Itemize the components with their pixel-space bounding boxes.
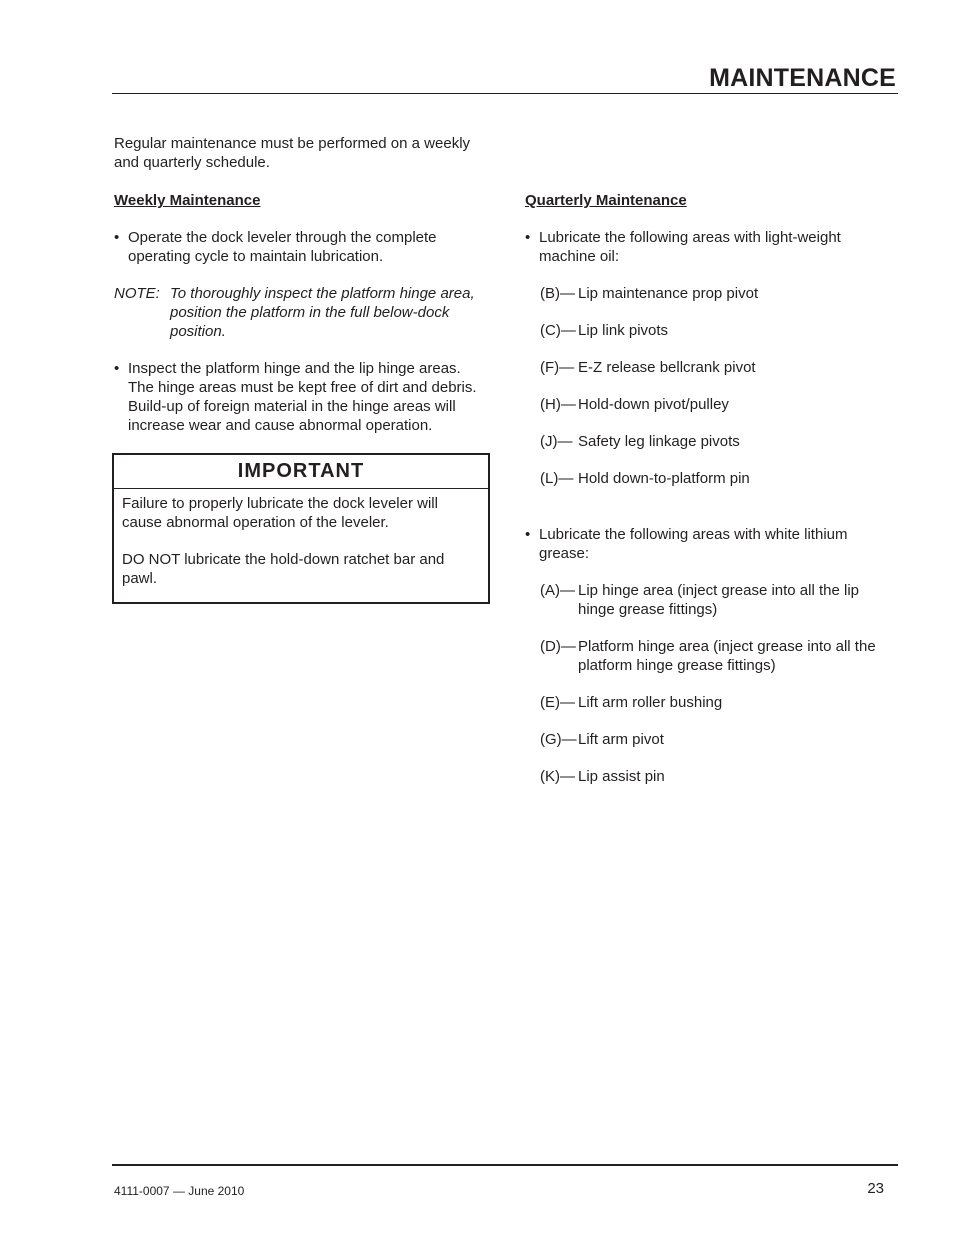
important-paragraph-2: DO NOT lubricate the hold-down ratchet bar and pawl. (122, 551, 445, 587)
list-item (525, 730, 897, 749)
item-code: (H)— (540, 396, 576, 413)
list-item (525, 767, 897, 786)
quarterly-heading: Quarterly Maintenance (525, 192, 687, 209)
item-code: (B)— (540, 285, 575, 302)
item-text: Lip assist pin (578, 768, 665, 785)
item-code: (L)— (540, 470, 574, 487)
item-code: (F)— (540, 359, 575, 376)
list-item (525, 581, 897, 619)
item-code: (D)— (540, 638, 576, 655)
item-text: Hold-down pivot/pulley (578, 396, 729, 413)
list-item (525, 637, 897, 675)
item-text: Lift arm roller bushing (578, 694, 723, 711)
item-text: Safety leg linkage pivots (578, 433, 740, 450)
bullet-icon: • (525, 526, 531, 543)
right-column (525, 191, 897, 804)
item-text: Hold down-to-platform pin (578, 470, 750, 487)
item-text: Lift arm pivot (578, 731, 664, 748)
list-item (525, 432, 897, 451)
list-item (525, 284, 897, 303)
list-item (525, 395, 897, 414)
list-item (525, 358, 897, 377)
bullet-icon: • (114, 360, 120, 377)
weekly-heading: Weekly Maintenance (114, 192, 261, 209)
footer-rule (112, 1164, 898, 1166)
item-code: (A)— (540, 582, 575, 599)
item-code: (E)— (540, 694, 575, 711)
item-text: Lip maintenance prop pivot (578, 285, 759, 302)
item-text: Lip link pivots (578, 322, 669, 339)
item-text: E-Z release bellcrank pivot (578, 359, 756, 376)
weekly-bullet-1 (114, 228, 490, 266)
important-box (112, 453, 490, 604)
item-text: Platform hinge area (inject grease into all the platform hinge grease fittings) (578, 638, 876, 674)
grease-bullet (525, 525, 897, 563)
important-paragraph-1: Failure to properly lubricate the dock leveler will cause abnormal operation of the leveler. (122, 495, 438, 531)
note-label: NOTE: (114, 285, 160, 302)
header-rule (112, 93, 898, 94)
item-code: (G)— (540, 731, 577, 748)
weekly-note (114, 284, 490, 341)
weekly-bullet-1-text: Operate the dock leveler through the complete operating cycle to maintain lubrication. (128, 229, 437, 265)
item-code: (K)— (540, 768, 575, 785)
important-body (114, 489, 488, 602)
bullet-icon: • (525, 229, 531, 246)
left-column (114, 134, 490, 604)
list-item (525, 321, 897, 340)
intro-paragraph: Regular maintenance must be performed on a weekly and quarterly schedule. (114, 135, 471, 171)
bullet-icon: • (114, 229, 120, 246)
note-text: To thoroughly inspect the platform hinge area, position the platform in the full below-dock position. (170, 285, 475, 340)
spacer (525, 506, 897, 525)
grease-bullet-text: Lubricate the following areas with white lithium grease: (539, 526, 848, 562)
list-item (525, 693, 897, 712)
item-code: (C)— (540, 322, 576, 339)
oil-bullet (525, 228, 897, 266)
page-number: 23 (867, 1180, 884, 1197)
weekly-bullet-2 (114, 359, 490, 435)
footer-doc-id: 4111-0007 — June 2010 (114, 1184, 245, 1198)
important-title: IMPORTANT (114, 455, 488, 489)
weekly-bullet-2-text: Inspect the platform hinge and the lip hinge areas. The hinge areas must be kept free of dirt and debris. Build-up of foreign material in the hinge areas will increase wear and cause abnormal operation. (128, 360, 477, 434)
list-item (525, 469, 897, 488)
oil-bullet-text: Lubricate the following areas with light-weight machine oil: (539, 229, 841, 265)
item-code: (J)— (540, 433, 573, 450)
page-title: MAINTENANCE (709, 64, 896, 92)
item-text: Lip hinge area (inject grease into all the lip hinge grease fittings) (578, 582, 860, 618)
